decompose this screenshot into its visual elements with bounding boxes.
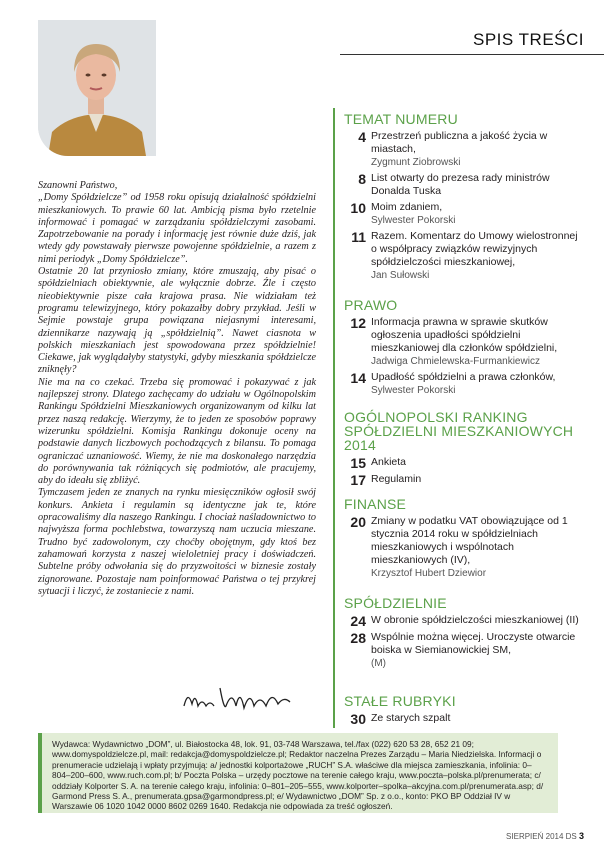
toc-entry[interactable] [344,712,584,726]
section-title: FINANSE [344,496,407,512]
page-number: 11 [351,229,366,245]
page-number: 20 [350,514,366,530]
toc-section-finanse [344,497,584,583]
entry-title: Upadłość spółdzielni a prawa członków, [371,371,556,383]
toc-title: SPIS TREŚCI [473,30,584,49]
toc-entry[interactable] [344,201,584,227]
entry-author: Sylwester Pokorski [371,385,456,396]
toc-section-temat-numeru [344,112,584,285]
entry-title: Ze starych szpalt [371,712,451,724]
entry-title: Zmiany w podatku VAT obowiązujące od 1 stycznia 2014 roku w spółdzielniach mieszkaniowych i wspólnotach mieszkaniowych (IV), [371,515,568,566]
page-number: 4 [358,129,366,145]
entry-title: Wspólnie można więcej. Uroczyste otwarcie boiska w Siemianowickiej SM, [371,631,576,656]
entry-author: Jan Sułowski [371,270,430,281]
entry-title: Przestrzeń publiczna a jakość życia w miastach, [371,130,548,155]
toc-entry[interactable] [344,230,584,282]
page-footer [506,831,584,841]
entry-author: (M) [371,658,386,669]
toc-entry[interactable] [344,456,584,470]
entry-title: Razem. Komentarz do Umowy wielostronnej o współpracy związków rewizyjnych spółdzielczości mieszkaniowej, [371,230,578,268]
page-number-footer: 3 [578,831,584,841]
entry-author: Sylwester Pokorski [371,215,456,226]
toc-section-ranking [344,410,584,490]
letter-paragraph: „Domy Spółdzielcze” od 1958 roku opisują działalność spółdzielni mieszkaniowych. To prawie 60 lat. Ambicją pisma było rzetelnie informować i pomagać w zarządzaniu spółdzielczymi zasobami. Zapotrzebowanie na porady i informację jest równie duże dziś, jak wtedy gdy powstawały pierwsze powojenne spółdzielnie, a razem z nimi periodyk „Domy Spółdzielcze”. [38,192,316,265]
toc-entry[interactable] [344,614,584,628]
page-number: 14 [350,370,366,386]
author-photo [38,20,156,156]
editor-signature [180,680,300,720]
entry-title: Regulamin [371,473,422,485]
section-title: SPÓŁDZIELNIE [344,595,447,611]
section-title: OGÓLNOPOLSKI RANKING SPÓŁDZIELNI MIESZKANIOWYCH 2014 [344,409,574,453]
page-number: 24 [350,613,366,629]
toc-section-spoldzielnie [344,596,584,673]
entry-author: Jadwiga Chmielewska-Furmankiewicz [371,356,540,367]
entry-title: Ankieta [371,456,407,468]
letter-paragraph: Tymczasem jeden ze znanych na rynku miesięczników ogłosił swój konkurs. Ankieta i regulamin są identyczne jak te, które opracowaliśmy dla naszego Rankingu. I chociaż naśladownictwo to najwyższa forma pochlebstwa, towarzyszą nam uczucia mieszane. Trudno być zadowolonym, czy choćby obojętnym, gdy ktoś bez zahamowań korzysta z naszej wieloletniej pracy i doświadczeń. Subtelne próby odwołania się do przyzwoitości w biznesie zostały zignorowane. Pozostaje nam poinformować Państwa o tej przykrej sytuacji i liczyć, że zostaniecie z nami. [38,487,316,597]
page-number: 8 [358,171,366,187]
entry-title: W obronie spółdzielczości mieszkaniowej (II) [371,614,579,626]
toc-section-stale-rubryki [344,694,584,729]
letter-greeting: Szanowni Państwo, [38,180,118,191]
entry-title: Informacja prawna w sprawie skutków ogłoszenia upadłości spółdzielni mieszkaniowej dla członków spółdzielni, [371,316,558,354]
page-number: 28 [350,630,366,646]
toc-entry[interactable] [344,515,584,580]
editorial-letter [38,180,316,598]
page-number: 10 [350,200,366,216]
toc-section-prawo [344,298,584,400]
toc-entry[interactable] [344,316,584,368]
section-title: TEMAT NUMERU [344,111,458,127]
toc-entry[interactable] [344,371,584,397]
toc-accent-line [333,108,335,728]
entry-title: Moim zdaniem, [371,201,443,213]
toc-entry[interactable] [344,473,584,487]
toc-entry[interactable] [344,130,584,169]
page-number: 30 [350,711,366,727]
publisher-info-text: Wydawca: Wydawnictwo „DOM”, ul. Białostocka 48, lok. 91, 03-748 Warszawa, tel./fax (022) 620 53 28, 652 21 09; www.domyspoldzielcze.pl, mail: redakcja@domyspoldzielcze.pl; Redaktor naczelna Prezes Zarządu – Maria Niedzielska. Informacji o prenumeracie udzielają i wpłaty przyjmują: a/ jednostki kolportażowe „RUCH” S.A. właściwe dla miejsca zamieszkania, infolinia: 0–804–200–600, www.ruch.com.pl; b/ Poczta Polska – urzędy pocztowe na terenie całego kraju, www.poczta–polska.pl/prenumerata; c/ oddziały Kolporter S. A. na terenie całego kraju, infolinia: 0–801–205–555, www.kolporter–spolka–akcyjna.com.pl/prenumerata.asp; d/ Garmond Press S. A., prenumerata.gpsa@garmondpress.pl; e/ Wydawnictwo „DOM” Sp. z o.o., konto: PKO BP Oddział IV w Warszawie 06 1020 1042 0000 8602 0269 1640. Redakcja nie odpowiada za treść ogłoszeń. [52,739,544,812]
letter-paragraph: Nie ma na co czekać. Trzeba się promować i pokazywać z jak najlepszej strony. Dlatego zachęcamy do udziału w Ogólnopolskim Rankingu Spółdzielni Mieszkaniowych organizowanym od kilku lat przez naszą redakcję. Wierzymy, że to jeden ze sposobów poprawy wizerunku spółdzielni. Komisja Rankingu dokonuje oceny na podstawie danych liczbowych pochodzących z bilansu. To pomaga ograniczać uznaniowość. Wiemy, że nie ma doskonałego narzędzia do porównywania tak różniących się podmiotów, ale pracujemy, aby do ideału się zbliżyć. [38,376,316,487]
section-title: STAŁE RUBRYKI [344,693,456,709]
page-number: 17 [350,472,366,488]
entry-title: List otwarty do prezesa rady ministrów Donalda Tuska [371,172,550,197]
page-number: 12 [350,315,366,331]
section-title: PRAWO [344,297,398,313]
publisher-info-box [38,733,558,813]
entry-author: Zygmunt Ziobrowski [371,157,461,168]
header-rule [340,54,604,55]
toc-entry[interactable] [344,172,584,198]
page-number: 15 [350,455,366,471]
entry-author: Krzysztof Hubert Dziewior [371,568,487,579]
toc-entry[interactable] [344,631,584,670]
letter-paragraph: Ostatnie 20 lat przyniosło zmiany, które zmuszają, aby pisać o spółdzielniach obiektywnie, ale wyłącznie dobrze. Źle i często nieobiektywnie pisze cała krajowa prasa. Nie widziałam też programu telewizyjnego, który pokazałby dobry przykład. Jeśli w Sejmie powstaje grupa powiązana niejasnymi interesami, dziennikarze nazywają ją „spółdzielnią”. Nawet ciasnota w polskich mieszkaniach jest spowodowana przez spółdzielnie! Ciekawe, jak wyglądałyby statystyki, gdyby mieszkania spółdzielcze zniknęły? [38,266,316,376]
issue-label: SIERPIEŃ 2014 DS [506,832,577,841]
